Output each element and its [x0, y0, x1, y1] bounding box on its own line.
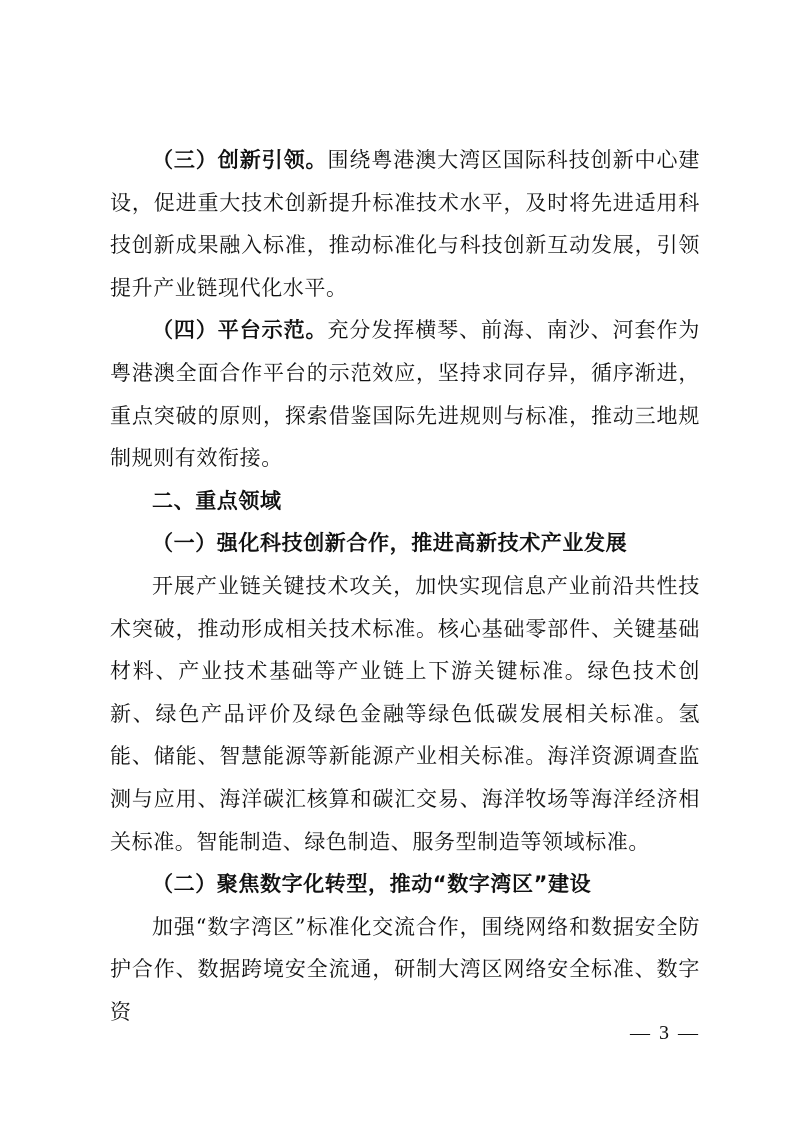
- paragraph-text: 充分发挥横琴、前海、南沙、河套作为粤港澳全面合作平台的示范效应，坚持求同存异，循序渐进，重点突破的原则，探索借鉴国际先进规则与标准，推动三地规制规则有效衔接。: [110, 318, 700, 471]
- paragraph-platform-demonstration: [110, 309, 700, 479]
- subsection-body-tech-innovation: 开展产业链关键技术攻关，加快实现信息产业前沿共性技术突破，推动形成相关技术标准。核心基础零部件、关键基础材料、产业技术基础等产业链上下游关键标准。绿色技术创新、绿色产品评价及绿色金融等绿色低碳发展相关标准。氢能、储能、智慧能源等新能源产业相关标准。海洋资源调查监测与应用、海洋碳汇核算和碳汇交易、海洋牧场等海洋经济相关标准。智能制造、绿色制造、服务型制造等领域标准。: [110, 573, 700, 854]
- paragraph-lead: （四）平台示范。: [152, 318, 328, 343]
- paragraph-text: 围绕粤港澳大湾区国际科技创新中心建设，促进重大技术创新提升标准技术水平，及时将先进适用科技创新成果融入标准，推动标准化与科技创新互动发展，引领提升产业链现代化水平。: [110, 148, 700, 300]
- subsection-body-digital-bay: 加强“数字湾区”标准化交流合作，围绕网络和数据安全防护合作、数据跨境安全流通，研制大湾区网络安全标准、数字资: [110, 914, 700, 1024]
- document-body: [110, 139, 700, 1033]
- subsection-title-tech-innovation: （一）强化科技创新合作，推进高新技术产业发展: [152, 531, 628, 556]
- paragraph-innovation-leading: [110, 139, 700, 309]
- page-number: — 3 —: [630, 1022, 700, 1044]
- paragraph-lead: （三）创新引领。: [152, 148, 328, 172]
- subsection-title-digital-bay: （二）聚焦数字化转型，推动“数字湾区”建设: [152, 872, 592, 897]
- section-heading: 二、重点领域: [152, 488, 282, 513]
